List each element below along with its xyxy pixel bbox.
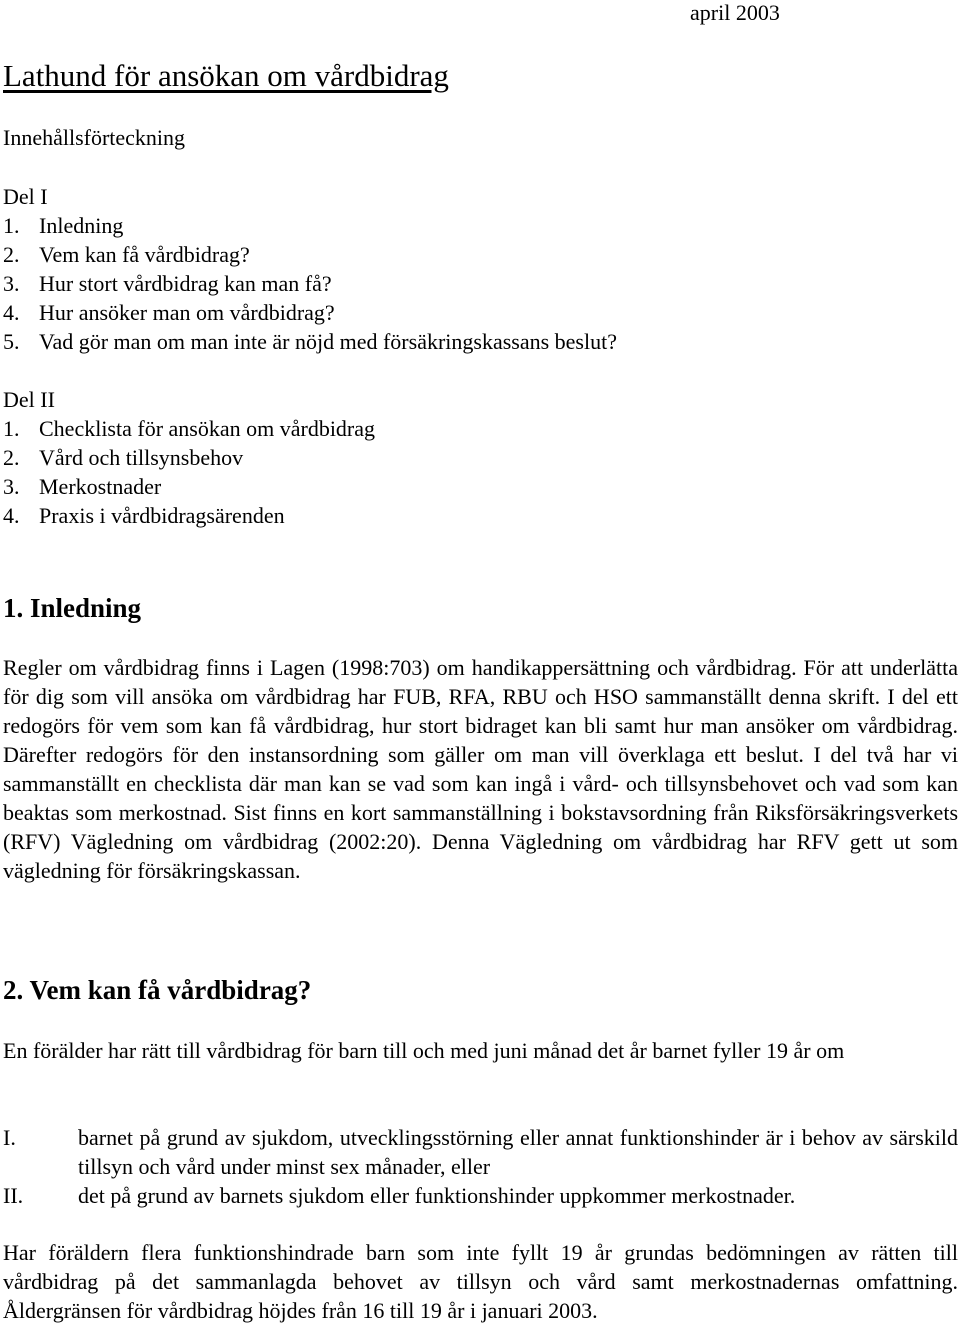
toc-item-number: 2. (3, 242, 20, 267)
section-closing: Har föräldern flera funktionshindrade barn som inte fyllt 19 år grundas bedömningen av rätten till vårdbidrag på det sammanlagda behovet av tillsyn och vård samt merkostnadernas omfattning. Åldergränsen för vårdbidrag höjdes från 16 till 19 år i januari 2003. (3, 1240, 958, 1323)
condition-label: II. (3, 1183, 24, 1208)
toc-item-number: 3. (3, 271, 20, 296)
toc-part-title: Del I (3, 184, 48, 209)
condition-text: det på grund av barnets sjukdom eller funktionshinder uppkommer merkostnader. (78, 1183, 796, 1208)
toc-item-label: Inledning (39, 213, 124, 238)
toc-item (3, 269, 617, 298)
toc-item (3, 211, 617, 240)
toc-item-label: Vad gör man om man inte är nöjd med försäkringskassans beslut? (39, 329, 617, 354)
toc-item-number: 1. (3, 416, 20, 441)
toc-item-label: Vård och tillsynsbehov (39, 445, 244, 470)
toc-item (3, 472, 375, 501)
condition-text: barnet på grund av sjukdom, utvecklingsstörning eller annat funktionshinder är i behov av särskild tillsyn och vård under minst sex månader, eller (78, 1125, 958, 1179)
toc-item-label: Merkostnader (39, 474, 162, 499)
toc-item (3, 298, 617, 327)
toc-part-title: Del II (3, 387, 55, 412)
condition-item (3, 1123, 958, 1181)
condition-label: I. (3, 1125, 16, 1150)
toc-item-number: 4. (3, 300, 20, 325)
conditions-list (3, 1123, 958, 1210)
toc-item-label: Hur ansöker man om vårdbidrag? (39, 300, 335, 325)
toc-item-number: 1. (3, 213, 20, 238)
toc-part-2 (3, 385, 375, 530)
toc-item (3, 414, 375, 443)
toc-item-label: Hur stort vårdbidrag kan man få? (39, 271, 332, 296)
toc-heading: Innehållsförteckning (3, 125, 186, 150)
section-intro: En förälder har rätt till vårdbidrag för barn till och med juni månad det år barnet fyller 19 år om (3, 1038, 845, 1063)
toc-part-1 (3, 182, 617, 356)
toc-item (3, 443, 375, 472)
toc-item-label: Vem kan få vårdbidrag? (39, 242, 250, 267)
toc-item (3, 327, 617, 356)
toc-item (3, 501, 375, 530)
document-date: april 2003 (690, 0, 780, 25)
toc-item-number: 3. (3, 474, 20, 499)
toc-item-label: Checklista för ansökan om vårdbidrag (39, 416, 376, 441)
section-heading-vem-kan-fa: 2. Vem kan få vårdbidrag? (3, 975, 312, 1005)
toc-item (3, 240, 617, 269)
toc-item-label: Praxis i vårdbidragsärenden (39, 503, 285, 528)
section-paragraph: Regler om vårdbidrag finns i Lagen (1998:703) om handikappersättning och vårdbidrag. För att underlätta för dig som vill ansöka om vårdbidrag har FUB, RFA, RBU och HSO sammanställt denna skrift. I del ett redogörs för vem som kan få vårdbidrag, hur stort bidraget kan bli samt hur man ansöker om vårdbidrag. Därefter redogörs för den instansordning som gäller om man vill överklaga ett beslut. I del två har vi sammanställt en checklista där man kan se vad som kan ingå i vård- och tillsynsbehovet och vad som kan beaktas som merkostnad. Sist finns en kort sammanställning i bokstavsordning från Riksförsäkringsverkets (RFV) Vägledning om vårdbidrag (2002:20). Denna Vägledning om vårdbidrag har RFV gett ut som vägledning för försäkringskassan. (3, 655, 958, 883)
document-title: Lathund för ansökan om vårdbidrag (3, 58, 449, 93)
toc-item-number: 4. (3, 503, 20, 528)
toc-item-number: 2. (3, 445, 20, 470)
toc-item-number: 5. (3, 329, 20, 354)
condition-item (3, 1181, 958, 1210)
section-heading-inledning: 1. Inledning (3, 593, 142, 623)
